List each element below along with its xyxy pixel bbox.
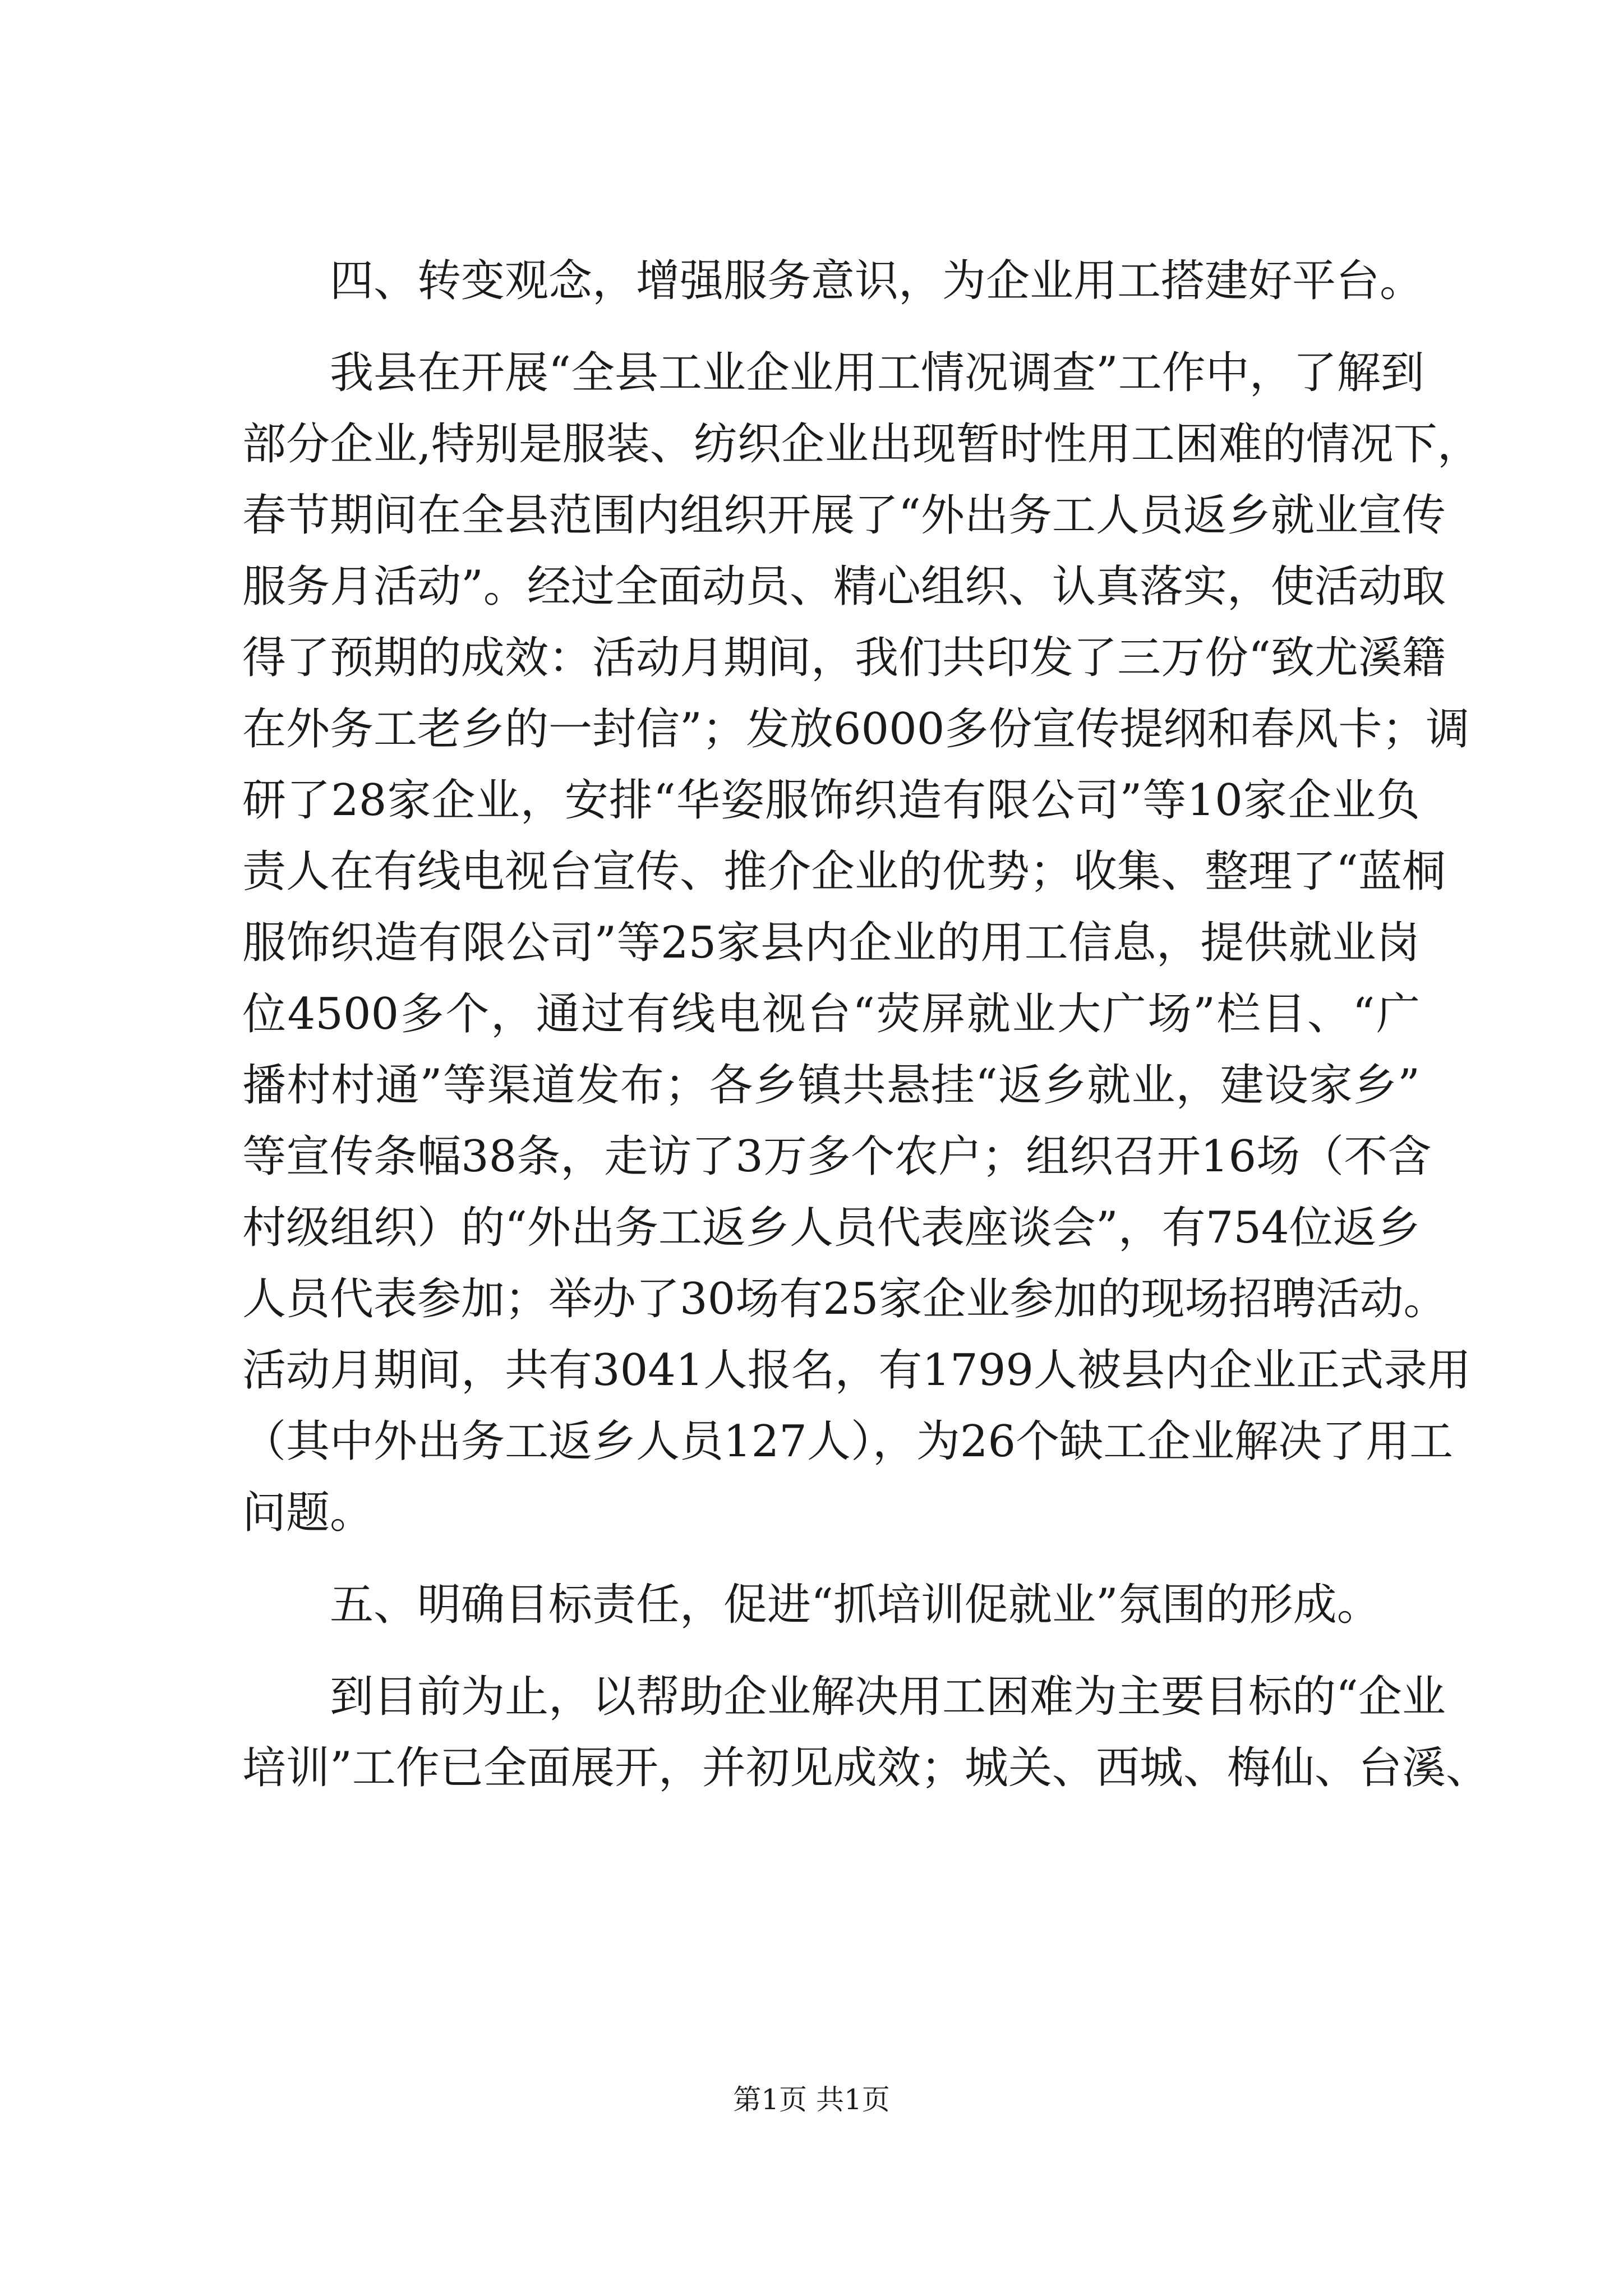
paragraph-line: （其中外出务工返乡人员127人），为26个缺工企业解决了用工 bbox=[242, 1416, 1454, 1467]
paragraph-line: 位4500多个，通过有线电视台“荧屏就业大广场”栏目、“广 bbox=[242, 989, 1420, 1039]
paragraph-line: 研了28家企业，安排“华姿服饰织造有限公司”等10家企业负 bbox=[242, 775, 1420, 826]
page-footer: 第1页 共1页 bbox=[733, 2083, 890, 2116]
paragraph-line: 村级组织）的“外出务工返乡人员代表座谈会”，有754位返乡 bbox=[242, 1203, 1421, 1253]
paragraph-line: 活动月期间，共有3041人报名，有1799人被县内企业正式录用 bbox=[242, 1345, 1472, 1396]
paragraph-line: 在外务工老乡的一封信”；发放6000多份宣传提纲和春风卡；调 bbox=[242, 704, 1470, 754]
paragraph-line: 得了预期的成效：活动月期间，我们共印发了三万份“致尤溪籍 bbox=[242, 633, 1446, 683]
paragraph-line: 问题。 bbox=[242, 1488, 374, 1538]
paragraph-line: 培训”工作已全面展开，并初见成效；城关、西城、梅仙、台溪、 bbox=[242, 1743, 1490, 1793]
paragraph-line: 我县在开展“全县工业企业用工情况调查”工作中，了解到 bbox=[330, 348, 1424, 398]
paragraph-line: 服饰织造有限公司”等25家县内企业的用工信息，提供就业岗 bbox=[242, 918, 1420, 968]
paragraph-line: 到目前为止，以帮助企业解决用工困难为主要目标的“企业 bbox=[330, 1672, 1446, 1722]
paragraph-line: 服务月活动”。经过全面动员、精心组织、认真落实，使活动取 bbox=[242, 562, 1446, 612]
paragraph-line: 等宣传条幅38条，走访了3万多个农户；组织召开16场（不含 bbox=[242, 1131, 1432, 1182]
paragraph-line: 部分企业,特别是服装、纺织企业出现暂时性用工困难的情况下， bbox=[242, 419, 1481, 470]
section-heading-4: 四、转变观念，增强服务意识，为企业用工搭建好平台。 bbox=[330, 256, 1424, 306]
paragraph-line: 播村村通”等渠道发布；各乡镇共悬挂“返乡就业，建设家乡” bbox=[242, 1060, 1420, 1111]
document-body bbox=[242, 246, 1490, 1804]
paragraph-line: 人员代表参加；举办了30场有25家企业参加的现场招聘活动。 bbox=[242, 1274, 1447, 1324]
section-heading-5: 五、明确目标责任，促进“抓培训促就业”氛围的形成。 bbox=[330, 1580, 1381, 1630]
paragraph-line: 春节期间在全县范围内组织开展了“外出务工人员返乡就业宣传 bbox=[242, 490, 1446, 541]
paragraph-line: 责人在有线电视台宣传、推介企业的优势；收集、整理了“蓝桐 bbox=[242, 846, 1446, 897]
